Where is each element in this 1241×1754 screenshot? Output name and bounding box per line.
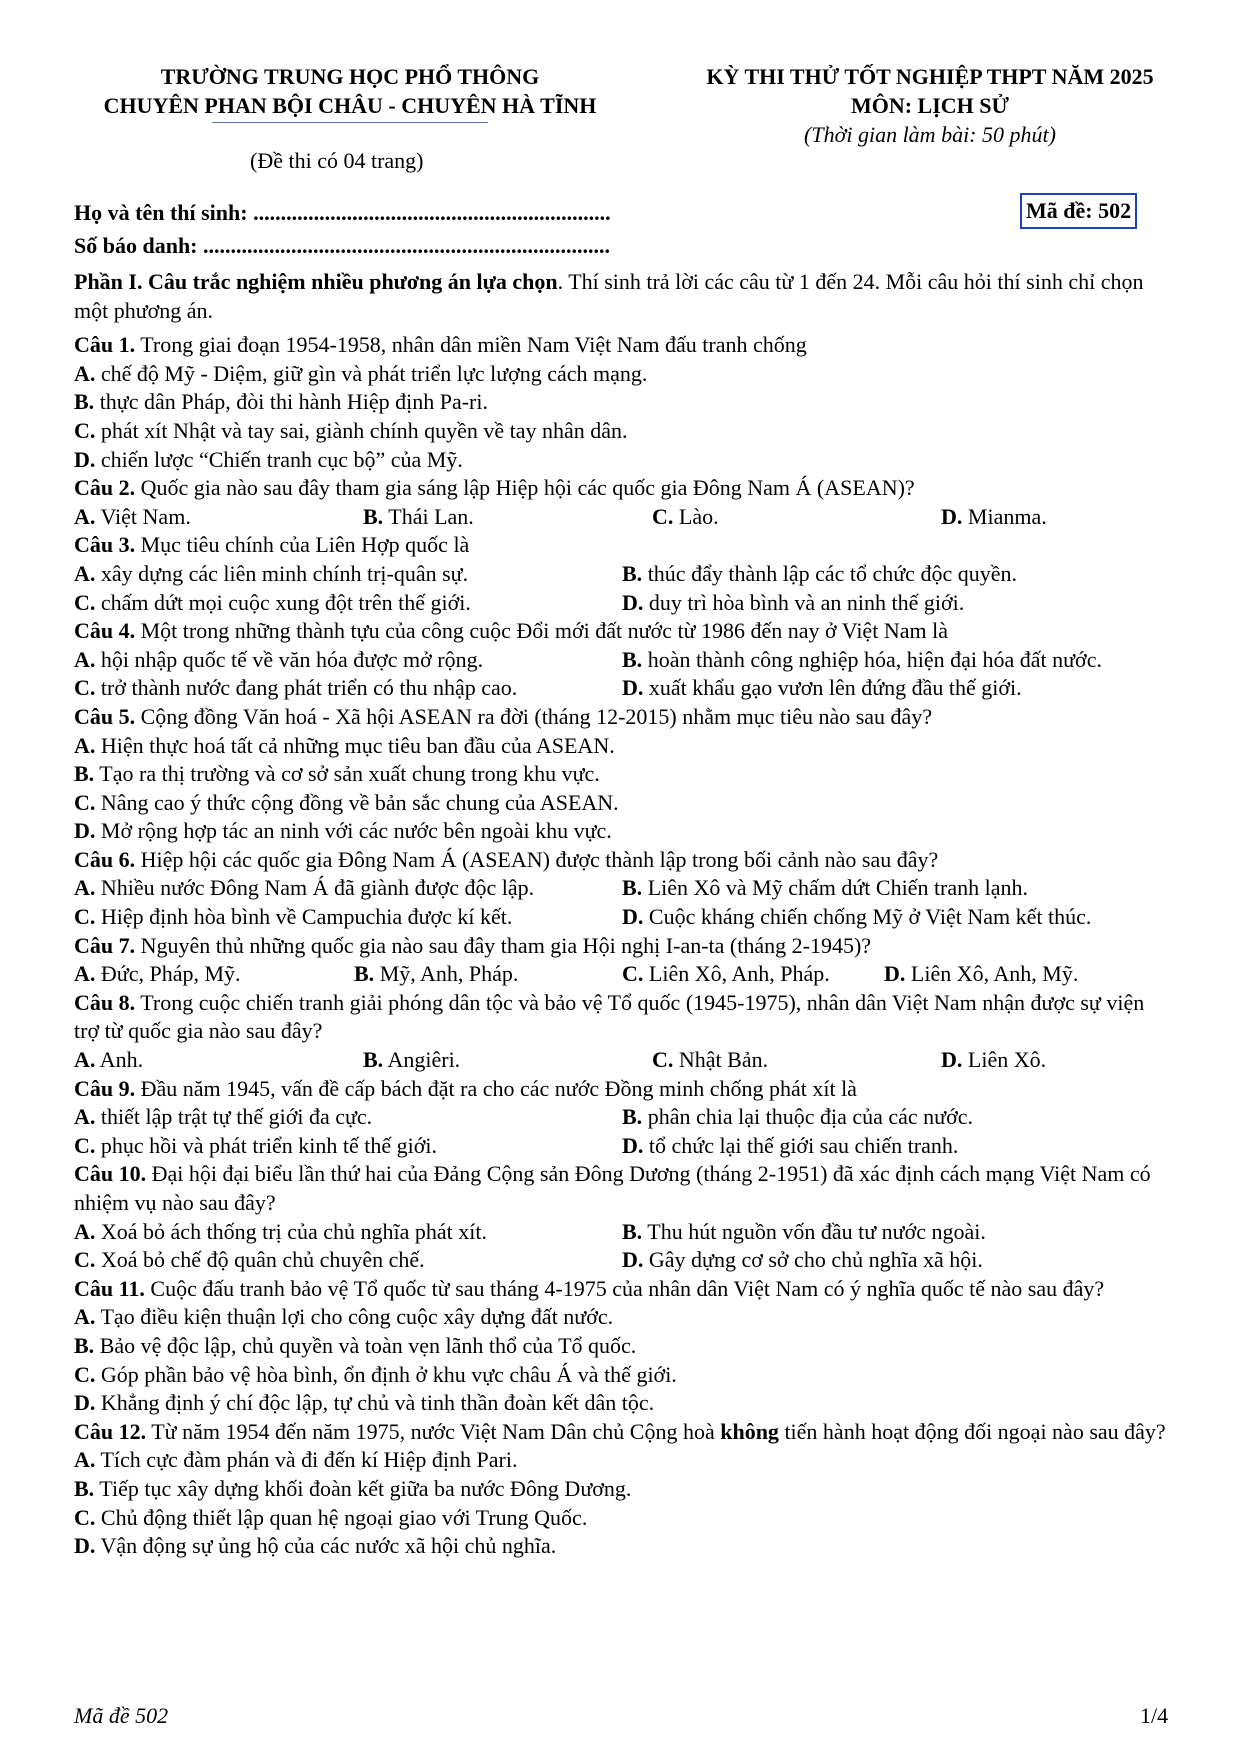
question-number: Câu 2. (74, 475, 136, 501)
part1-heading (74, 268, 1172, 325)
option-9c: C. phục hồi và phát triển kinh tế thế giới. (74, 1132, 437, 1158)
options-6-row2 (74, 903, 1172, 932)
question-6 (74, 846, 1172, 875)
pages-note: (Đề thi có 04 trang) (250, 148, 424, 173)
option-4b: B. hoàn thành công nghiệp hóa, hiện đại hóa đất nước. (622, 646, 1102, 672)
option-5a: A. Hiện thực hoá tất cả những mục tiêu ban đầu của ASEAN. (74, 732, 615, 758)
option-8c: C. Nhật Bản. (652, 1047, 769, 1073)
option-9a: A. thiết lập trật tự thế giới đa cực. (74, 1104, 373, 1130)
question-text: Mục tiêu chính của Liên Hợp quốc là (135, 532, 470, 558)
option-8b: B. Angiêri. (363, 1047, 461, 1073)
question-number: Câu 5. (74, 703, 136, 729)
option-1c: C. phát xít Nhật và tay sai, giành chính quyền về tay nhân dân. (74, 417, 628, 443)
options-4-row1 (74, 646, 1172, 675)
candidate-info (74, 196, 611, 262)
options-3-row2 (74, 589, 1172, 618)
option-10c: C. Xoá bỏ chế độ quân chủ chuyên chế. (74, 1247, 425, 1273)
question-emphasis: không (720, 1418, 779, 1444)
option-5d: D. Mở rộng hợp tác an ninh với các nước bên ngoài khu vực. (74, 818, 612, 844)
option-8a: A. Anh. (74, 1047, 144, 1073)
option-11a: A. Tạo điều kiện thuận lợi cho công cuộc xây dựng đất nước. (74, 1304, 614, 1330)
option-6b: B. Liên Xô và Mỹ chấm dứt Chiến tranh lạnh. (622, 875, 1029, 901)
question-text: Trong giai đoạn 1954-1958, nhân dân miền Nam Việt Nam đấu tranh chống (135, 332, 807, 358)
options-3-row1 (74, 560, 1172, 589)
options-10-row1 (74, 1218, 1172, 1247)
question-4 (74, 617, 1172, 646)
options-2 (74, 503, 1172, 532)
question-text: Trong cuộc chiến tranh giải phóng dân tộc và bảo vệ Tổ quốc (1945-1975), nhân dân Việt Nam nhận được sự viện trợ từ quốc gia nào sau đây? (74, 989, 1145, 1044)
options-6-row1 (74, 874, 1172, 903)
option-1d: D. chiến lược “Chiến tranh cục bộ” của Mỹ. (74, 446, 463, 472)
option-7a: A. Đức, Pháp, Mỹ. (74, 961, 241, 987)
option-1b: B. thực dân Pháp, đòi thi hành Hiệp định Pa-ri. (74, 389, 488, 415)
option-3a: A. xây dựng các liên minh chính trị-quân sự. (74, 560, 469, 586)
option-8d: D. Liên Xô. (941, 1047, 1047, 1073)
question-9 (74, 1075, 1172, 1104)
option-11d: D. Khẳng định ý chí độc lập, tự chủ và tinh thần đoàn kết dân tộc. (74, 1390, 655, 1416)
school-name-line2: CHUYÊN PHAN BỘI CHÂU - CHUYÊN HÀ TĨNH (103, 93, 597, 118)
footer-page-number: 1/4 (1140, 1703, 1169, 1728)
exam-header (660, 62, 1200, 150)
option-6c: C. Hiệp định hòa bình về Campuchia được kí kết. (74, 904, 513, 930)
question-number: Câu 9. (74, 1075, 136, 1101)
option-12a: A. Tích cực đàm phán và đi đến kí Hiệp định Pari. (74, 1447, 518, 1473)
option-10a: A. Xoá bỏ ách thống trị của chủ nghĩa phát xít. (74, 1218, 488, 1244)
question-text: Hiệp hội các quốc gia Đông Nam Á (ASEAN) được thành lập trong bối cảnh nào sau đây? (135, 846, 939, 872)
option-7b: B. Mỹ, Anh, Pháp. (354, 961, 519, 987)
option-2d: D. Mianma. (941, 503, 1047, 529)
part1-instruction: . Thí sinh trả lời các câu từ 1 đến 24. Mỗi câu hỏi thí sinh chỉ chọn một phương án. (74, 269, 1144, 323)
question-10 (74, 1160, 1172, 1217)
question-text-end: tiến hành hoạt động đối ngoại nào sau đây? (778, 1418, 1166, 1444)
option-4c: C. trở thành nước đang phát triển có thu nhập cao. (74, 675, 518, 701)
option-12d: D. Vận động sự ủng hộ của các nước xã hội chủ nghĩa. (74, 1533, 557, 1559)
question-text: Quốc gia nào sau đây tham gia sáng lập Hiệp hội các quốc gia Đông Nam Á (ASEAN)? (135, 475, 915, 501)
candidate-id-field: Số báo danh: .......................................................................... (74, 233, 611, 258)
option-6a: A. Nhiều nước Đông Nam Á đã giành được độc lập. (74, 875, 535, 901)
question-3 (74, 531, 1172, 560)
option-11c: C. Góp phần bảo vệ hòa bình, ổn định ở khu vực châu Á và thế giới. (74, 1361, 677, 1387)
question-number: Câu 4. (74, 618, 136, 644)
question-text: Nguyên thủ những quốc gia nào sau đây tham gia Hội nghị I-an-ta (tháng 2-1945)? (135, 932, 872, 958)
option-3b: B. thúc đẩy thành lập các tổ chức độc quyền. (622, 560, 1017, 586)
option-12c: C. Chủ động thiết lập quan hệ ngoại giao với Trung Quốc. (74, 1504, 588, 1530)
exam-subject: MÔN: LỊCH SỬ (850, 93, 1010, 118)
school-header (50, 62, 650, 123)
question-text: Đại hội đại biểu lần thứ hai của Đảng Cộng sản Đông Dương (tháng 2-1951) đã xác định cách mạng Việt Nam có nhiệm vụ nào sau đây? (74, 1161, 1151, 1215)
options-9-row2 (74, 1132, 1172, 1161)
question-number: Câu 1. (74, 332, 136, 358)
footer-exam-code: Mã đề 502 (74, 1703, 169, 1728)
question-12 (74, 1418, 1172, 1447)
option-7c: C. Liên Xô, Anh, Pháp. (622, 961, 830, 987)
part1-title: Phần I. Câu trắc nghiệm nhiều phương án lựa chọn (74, 269, 558, 294)
option-9b: B. phân chia lại thuộc địa của các nước. (622, 1104, 973, 1130)
options-10-row2 (74, 1246, 1172, 1275)
question-text: Cuộc đấu tranh bảo vệ Tổ quốc từ sau tháng 4-1975 của nhân dân Việt Nam có ý nghĩa quốc tế nào sau đây? (144, 1275, 1105, 1301)
option-2c: C. Lào. (652, 503, 719, 529)
option-12b: B. Tiếp tục xây dựng khối đoàn kết giữa ba nước Đông Dương. (74, 1475, 632, 1501)
option-4a: A. hội nhập quốc tế về văn hóa được mở rộng. (74, 646, 484, 672)
options-8 (74, 1046, 1172, 1075)
question-text: Một trong những thành tựu của công cuộc Đổi mới đất nước từ 1986 đến nay ở Việt Nam là (135, 618, 948, 644)
exam-content (74, 268, 1172, 1561)
options-9-row1 (74, 1103, 1172, 1132)
question-number: Câu 7. (74, 932, 136, 958)
option-6d: D. Cuộc kháng chiến chống Mỹ ở Việt Nam kết thúc. (622, 904, 1092, 930)
option-7d: D. Liên Xô, Anh, Mỹ. (884, 961, 1079, 987)
question-number: Câu 10. (74, 1161, 147, 1187)
option-10b: B. Thu hút nguồn vốn đầu tư nước ngoài. (622, 1218, 986, 1244)
question-5 (74, 703, 1172, 732)
options-4-row2 (74, 674, 1172, 703)
exam-time: (Thời gian làm bài: 50 phút) (804, 122, 1056, 147)
exam-title: KỲ THI THỬ TỐT NGHIỆP THPT NĂM 2025 (706, 64, 1154, 89)
option-11b: B. Bảo vệ độc lập, chủ quyền và toàn vẹn lãnh thổ của Tổ quốc. (74, 1332, 637, 1358)
options-7 (74, 960, 1172, 989)
question-11 (74, 1275, 1172, 1304)
header-underline (212, 122, 488, 123)
question-number: Câu 6. (74, 846, 136, 872)
question-2 (74, 474, 1172, 503)
option-3c: C. chấm dứt mọi cuộc xung đột trên thế giới. (74, 589, 471, 615)
question-number: Câu 3. (74, 532, 136, 558)
option-2b: B. Thái Lan. (363, 503, 474, 529)
question-number: Câu 8. (74, 989, 136, 1015)
option-9d: D. tổ chức lại thế giới sau chiến tranh. (622, 1132, 959, 1158)
school-name-line1: TRƯỜNG TRUNG HỌC PHỔ THÔNG (160, 64, 540, 89)
option-10d: D. Gây dựng cơ sở cho chủ nghĩa xã hội. (622, 1247, 983, 1273)
question-1 (74, 331, 1172, 360)
exam-code-box: Mã đề: 502 (1020, 193, 1137, 229)
question-8 (74, 989, 1172, 1046)
candidate-name-field: Họ và tên thí sinh: ................................................................. (74, 200, 611, 225)
question-text: Từ năm 1954 đến năm 1975, nước Việt Nam Dân chủ Cộng hoà (146, 1418, 721, 1444)
question-number: Câu 11. (74, 1275, 145, 1301)
option-2a: A. Việt Nam. (74, 503, 191, 529)
question-text: Đầu năm 1945, vấn đề cấp bách đặt ra cho các nước Đồng minh chống phát xít là (135, 1075, 857, 1101)
option-5c: C. Nâng cao ý thức cộng đồng về bản sắc chung của ASEAN. (74, 789, 619, 815)
option-4d: D. xuất khẩu gạo vươn lên đứng đầu thế giới. (622, 675, 1022, 701)
option-3d: D. duy trì hòa bình và an ninh thế giới. (622, 589, 965, 615)
question-number: Câu 12. (74, 1418, 147, 1444)
question-text: Cộng đồng Văn hoá - Xã hội ASEAN ra đời (tháng 12-2015) nhằm mục tiêu nào sau đây? (135, 703, 933, 729)
question-7 (74, 932, 1172, 961)
option-5b: B. Tạo ra thị trường và cơ sở sản xuất chung trong khu vực. (74, 761, 600, 787)
option-1a: A. chế độ Mỹ - Diệm, giữ gìn và phát triển lực lượng cách mạng. (74, 360, 648, 386)
